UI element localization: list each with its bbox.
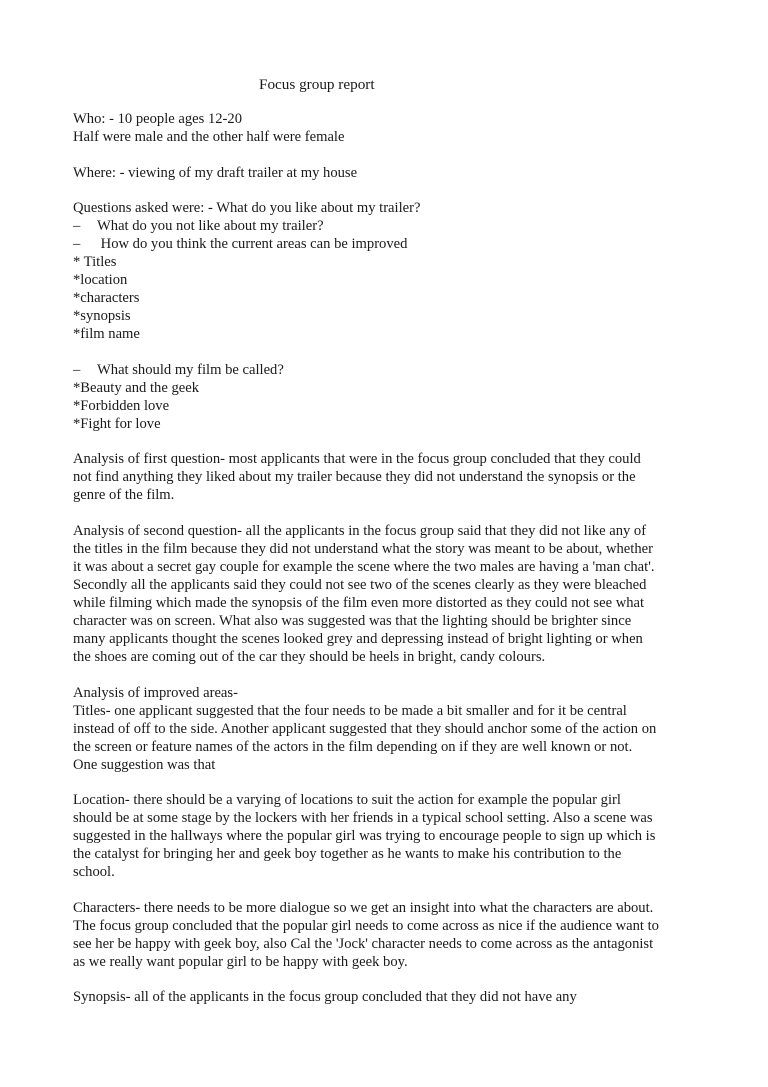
paragraph-line: many applicants thought the scenes looked grey and depressing instead of bright lighting or when xyxy=(73,630,643,647)
who-line: Who: - 10 people ages 12-20 xyxy=(73,111,242,127)
document-body xyxy=(73,76,703,1006)
paragraph-line: while filming which made the synopsis of the film even more distorted as they could not see what xyxy=(73,594,645,611)
question-text: What do you not like about my trailer? xyxy=(97,218,324,235)
paragraph-line: Synopsis- all of the applicants in the focus group concluded that they did not have any xyxy=(73,989,577,1006)
titles-paragraph xyxy=(73,702,703,774)
paragraph-line: Location- there should be a varying of locations to suit the action for example the popular girl xyxy=(73,792,621,809)
paragraph-line: not find anything they liked about my trailer because they did not understand the synopsis or the xyxy=(73,469,636,486)
where-line: Where: - viewing of my draft trailer at my house xyxy=(73,164,358,181)
paragraph-line: genre of the film. xyxy=(73,487,175,504)
dash-bullet: – xyxy=(73,218,81,235)
improve-area-item: *film name xyxy=(73,326,140,343)
paragraph-line: suggested in the hallways where the popular girl was trying to encourage people to sign up which is xyxy=(73,828,656,845)
synopsis-paragraph xyxy=(73,988,703,1006)
paragraph-line: One suggestion was that xyxy=(73,756,216,773)
paragraph-line: the shoes are coming out of the car they should be heels in bright, candy colours. xyxy=(73,648,546,665)
improve-area-item: *location xyxy=(73,272,128,289)
paragraph-line: instead of off to the side. Another applicant suggested that they should anchor some of the action on xyxy=(73,720,657,737)
improve-area-item: * Titles xyxy=(73,254,117,271)
film-question xyxy=(73,361,703,379)
film-question-text: What should my film be called? xyxy=(97,361,284,378)
film-name-item: *Forbidden love xyxy=(73,397,170,414)
dash-bullet: – xyxy=(73,236,81,253)
paragraph-line: Analysis of first question- most applicants that were in the focus group concluded that they could xyxy=(73,451,641,468)
paragraph-line: character was on screen. What also was suggested was that the lighting should be brighter since xyxy=(73,612,632,629)
page-title: Focus group report xyxy=(259,76,375,93)
who-detail-line: Half were male and the other half were female xyxy=(73,129,345,145)
paragraph-line: see her be happy with geek boy, also Cal the 'Jock' character needs to come across as the antagonist xyxy=(73,935,654,952)
paragraph-line: the screen or feature names of the actors in the film depending on if they are well known or not. xyxy=(73,738,633,755)
questions-intro: Questions asked were: - What do you like about my trailer? xyxy=(73,200,421,217)
paragraph-line: school. xyxy=(73,864,115,881)
paragraph-line: Secondly all the applicants said they could not see two of the scenes clearly as they were bleached xyxy=(73,576,647,593)
improve-area-item: *synopsis xyxy=(73,308,131,325)
paragraph-line: Titles- one applicant suggested that the four needs to be made a bit smaller and for it be central xyxy=(73,702,627,719)
paragraph-line: should be at some stage by the lockers with her friends in a typical school setting. Also a scene was xyxy=(73,810,653,827)
film-name-item: *Beauty and the geek xyxy=(73,379,200,396)
characters-paragraph xyxy=(73,899,703,971)
paragraph-line: the titles in the film because they did not understand what the story was meant to be about, whether xyxy=(73,540,653,557)
paragraph-line: as we really want popular girl to be happy with geek boy. xyxy=(73,953,408,970)
paragraph-line: The focus group concluded that the popular girl needs to come across as nice if the audience want to xyxy=(73,917,659,934)
paragraph-line: it was about a secret gay couple for example the scene where the two males are having a 'man chat'. xyxy=(73,558,655,575)
paragraph-line: Analysis of second question- all the applicants in the focus group said that they did not like any of xyxy=(73,522,647,539)
improve-area-item: *characters xyxy=(73,290,140,307)
film-name-item: *Fight for love xyxy=(73,415,161,432)
question-text: How do you think the current areas can be improved xyxy=(97,236,408,253)
location-paragraph xyxy=(73,791,703,881)
analysis-improved-heading: Analysis of improved areas- xyxy=(73,684,238,701)
analysis-first-paragraph xyxy=(73,450,703,504)
question-item xyxy=(73,217,703,235)
dash-bullet: – xyxy=(73,361,81,378)
paragraph-line: Characters- there needs to be more dialogue so we get an insight into what the characters are about. xyxy=(73,899,654,916)
paragraph-line: the catalyst for bringing her and geek boy together as he wants to make his contribution to the xyxy=(73,846,622,863)
analysis-second-paragraph xyxy=(73,522,703,666)
question-item xyxy=(73,235,703,253)
